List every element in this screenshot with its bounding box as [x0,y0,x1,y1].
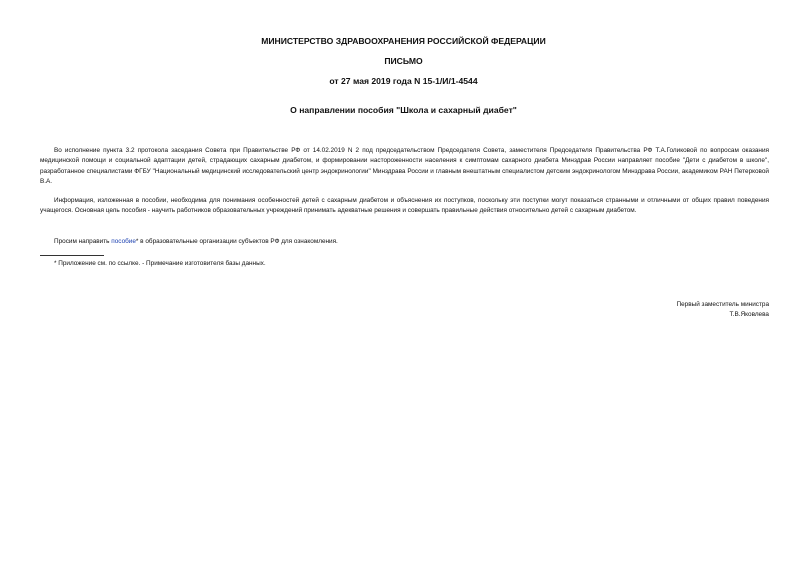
attachment-link[interactable]: пособие [111,238,136,245]
signature-position: Первый заместитель министра [676,301,769,308]
paragraph-1-text: Во исполнение пункта 3.2 протокола заседания Совета при Правительстве РФ от 14.02.2019 N 2 под председательством Председателя Совета, заместителя Председателя Правительства РФ Т.А.Голиковой по вопросам оказания медицинской помощи и социальной адаптации детей, страдающих сахарным диабетом, и формировании настороженности населения к симптомам сахарного диабета Минздрав России направляет пособие "Дети с диабетом в школе", разработанное специалистами ФГБУ "Национальный медицинский исследовательский центр эндокринологии" Минздрава России и главным внештатным специалистом детским эндокринологом Минздрава России, академиком РАН Петерковой В.А. [40,147,769,186]
paragraph-3-text-after: * в образовательные организации субъектов РФ для ознакомления. [135,238,338,245]
paragraph-3-text-before: Просим направить [54,238,112,245]
ministry-heading: МИНИСТЕРСТВО ЗДРАВООХРАНЕНИЯ РОССИЙСКОЙ ФЕДЕРАЦИИ [261,36,546,46]
signature-name: Т.В.Яковлева [729,311,769,318]
document-type: ПИСЬМО [384,56,423,66]
body-paragraph-3 [40,237,769,247]
document-date-number: от 27 мая 2019 года N 15-1/И/1-4544 [329,76,478,86]
footnote-text: * Приложение см. по ссылке. - Примечание изготовителя базы данных. [54,260,266,267]
body-paragraph-2 [40,196,769,217]
document-subject: О направлении пособия "Школа и сахарный диабет" [290,105,517,115]
footnote-divider [40,255,104,256]
body-paragraph-1 [40,146,769,188]
paragraph-2-text: Информация, изложенная в пособии, необходима для понимания особенностей детей с сахарным диабетом и объяснения их поступков, поскольку эти поступки могут показаться странными и отличными от общих правил поведения учащегося. Основная цель пособия - научить работников образовательных учреждений принимать адекватные решения и совершать правильные действия относительно детей с сахарным диабетом. [40,197,769,215]
